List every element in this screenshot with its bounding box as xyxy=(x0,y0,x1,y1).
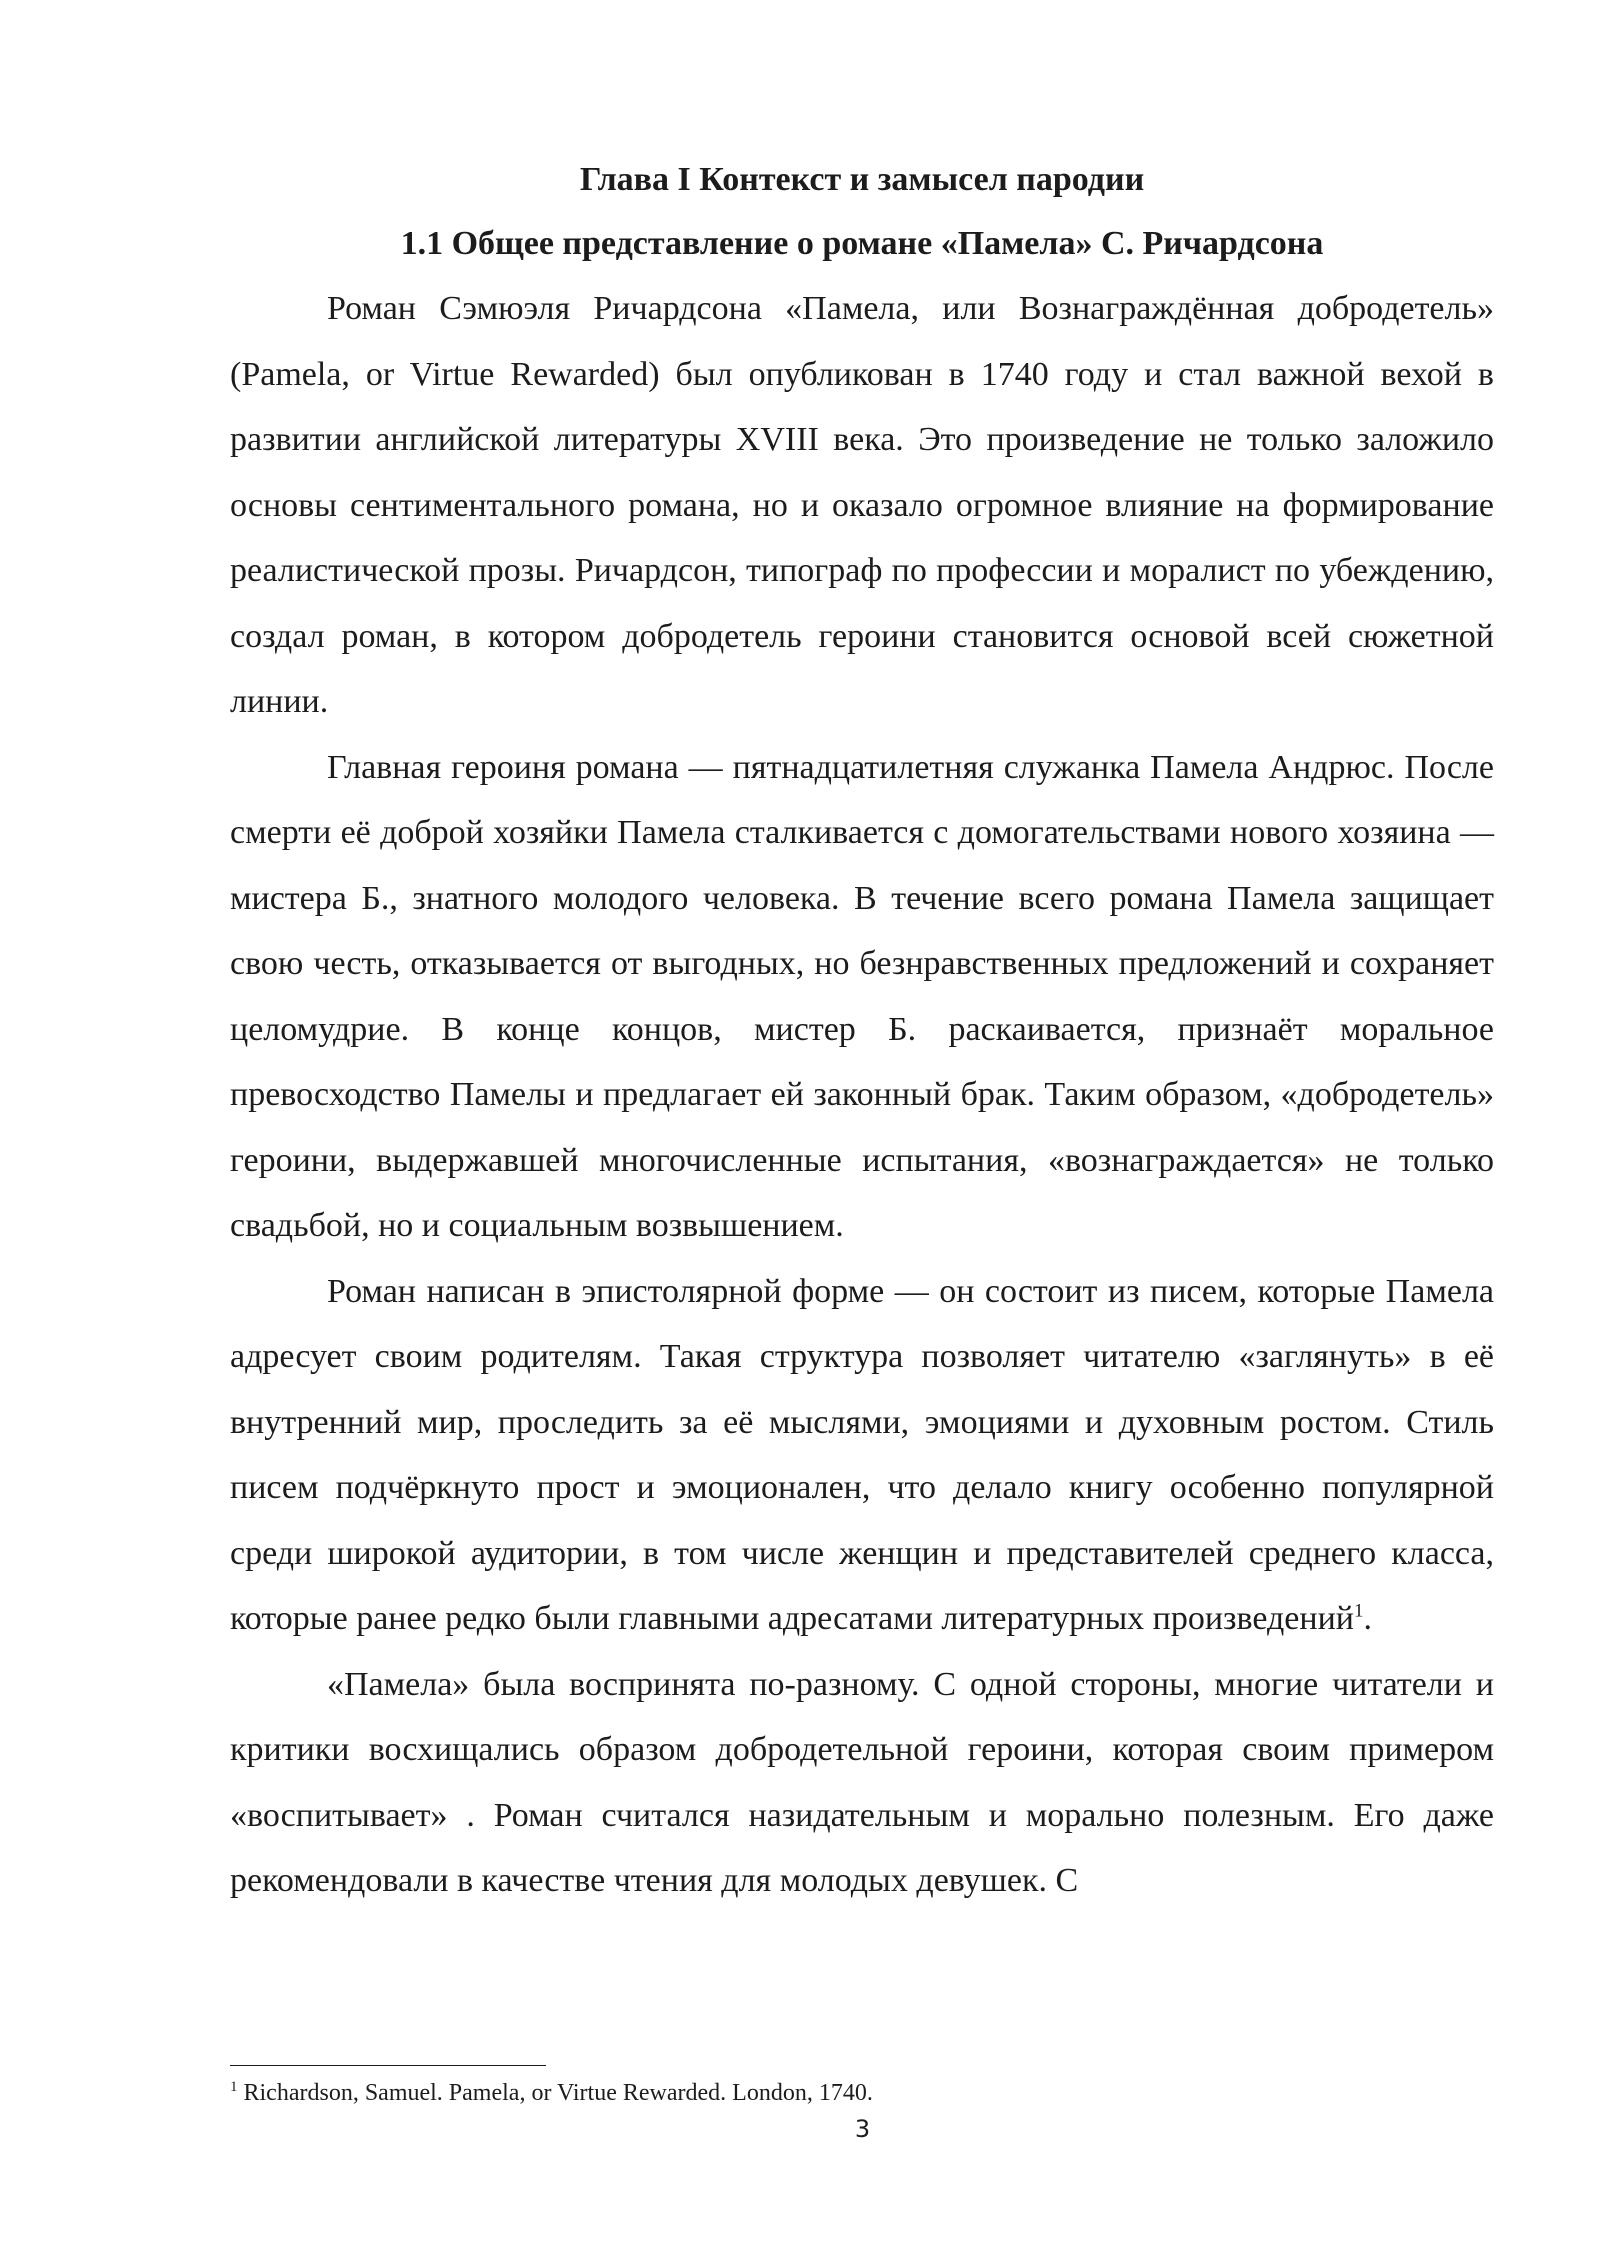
chapter-title: Глава I Контекст и замысел пародии xyxy=(579,161,1145,198)
page-content xyxy=(230,148,1494,1914)
paragraph-2: Главная героиня романа — пятнадцатилетняя служанка Памела Андрюс. После смерти её доброй хозяйки Памела сталкивается с домогательствами нового хозяина — мистера Б., знатного молодого человека. В течение всего романа Памела защищает свою честь, отказывается от выгодных, но безнравственных предложений и сохраняет целомудрие. В конце концов, мистер Б. раскаивается, признаёт моральное превосходство Памелы и предлагает ей законный брак. Таким образом, «добродетель» героини, выдержавшей многочисленные испытания, «вознаграждается» не только свадьбой, но и социальным возвышением. xyxy=(230,748,1494,1244)
footnote-text: Richardson, Samuel. Pamela, or Virtue Rewarded. London, 1740. xyxy=(237,2080,873,2106)
paragraph-3 xyxy=(230,1259,1494,1652)
section-title: 1.1 Общее представление о романе «Памела» С. Ричардсона xyxy=(400,225,1324,262)
footnote xyxy=(230,2077,1494,2109)
paragraph-3-tail: . xyxy=(1363,1600,1372,1637)
footnote-number: 1 xyxy=(230,2079,238,2095)
paragraph-3-text: Роман написан в эпистолярной форме — он состоит из писем, которые Памела адресует своим родителям. Такая структура позволяет читателю «заглянуть» в её внутренний мир, проследить за её мыслями, эмоциями и духовным ростом. Стиль писем подчёркнуто прост и эмоционален, что делало книгу особенно популярной среди широкой аудитории, в том числе женщин и представителей среднего класса, которые ранее редко были главными адресатами литературных произведений xyxy=(230,1272,1494,1637)
paragraph-1: Роман Сэмюэля Ричардсона «Памела, или Вознаграждённая добродетель» (Pamela, or Virtue Rewarded) был опубликован в 1740 году и стал важной вехой в развитии английской литературы XVIII века. Это произведение не только заложило основы сентиментального романа, но и оказало огромное влияние на формирование реалистической прозы. Ричардсон, типограф по профессии и моралист по убеждению, создал роман, в котором добродетель героини становится основой всей сюжетной линии. xyxy=(230,290,1494,720)
footnote-reference[interactable]: 1 xyxy=(1353,1600,1364,1622)
paragraph-4: «Памела» была воспринята по-разному. С одной стороны, многие читатели и критики восхищались образом добродетельной героини, которая своим примером «воспитывает» . Роман считался назидательным и морально полезным. Его даже рекомендовали в качестве чтения для молодых девушек. С xyxy=(230,1665,1494,1899)
page-number: 3 xyxy=(854,2115,871,2143)
footnote-separator xyxy=(230,2065,546,2066)
